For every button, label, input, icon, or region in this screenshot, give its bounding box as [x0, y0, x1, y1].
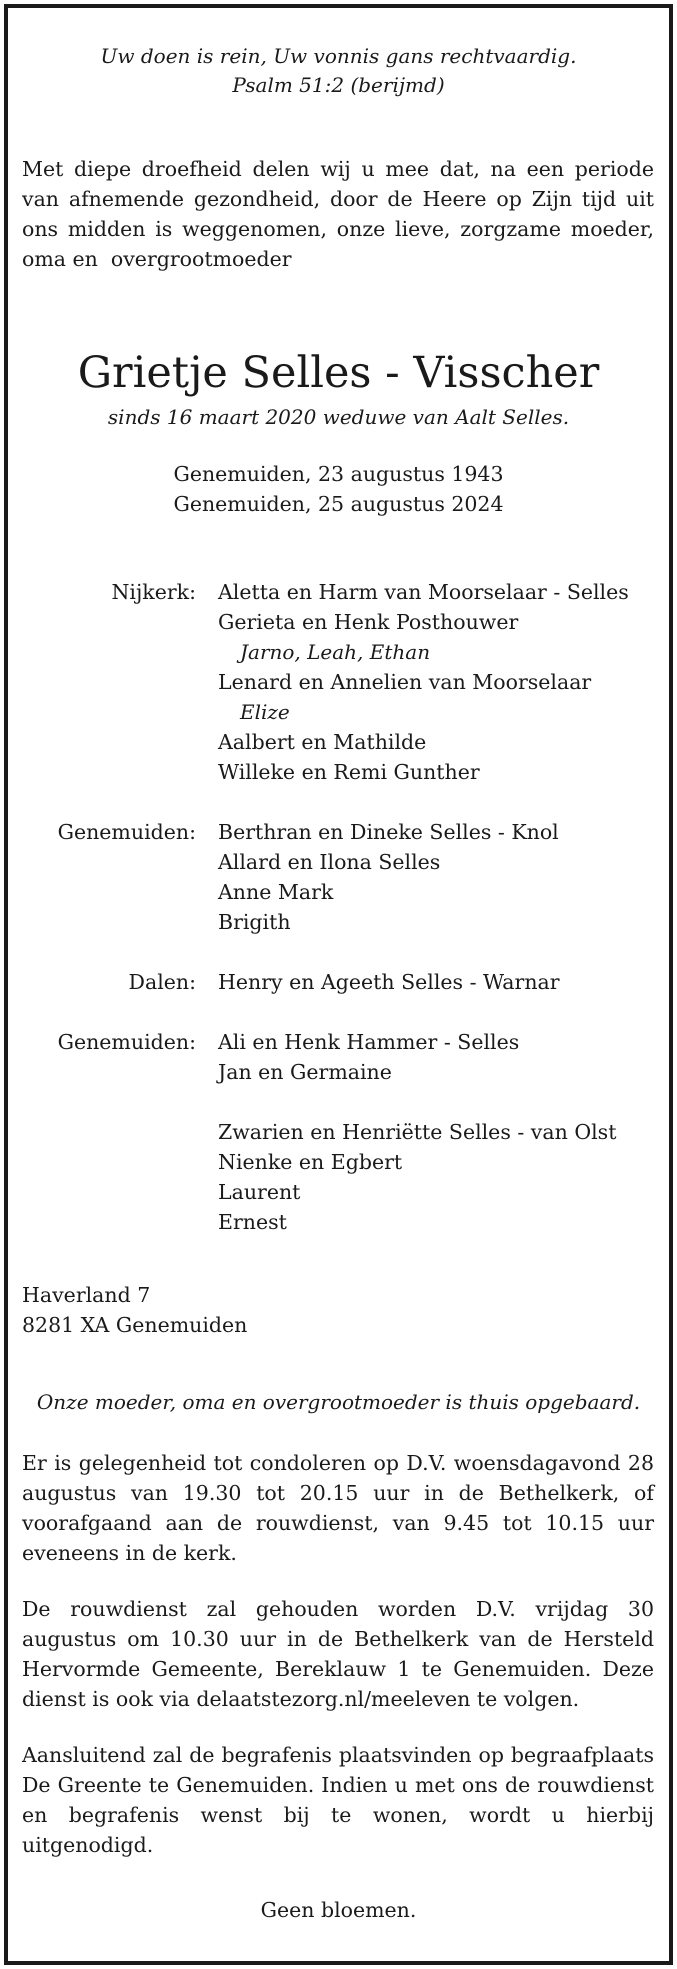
family-place: Genemuiden:	[57, 1030, 196, 1054]
grandchildren-names: Jarno, Leah, Ethan	[240, 640, 431, 664]
service-paragraph: De rouwdienst zal gehouden worden D.V. vrijdag 30 augustus om 10.30 uur in de Bethelkerk van de Hersteld Hervormde Gemeente, Bereklauw 1 te Genemuiden. Deze dienst is ook via delaatstezorg.nl/meeleven te volgen.	[22, 1597, 654, 1711]
verse-line: Uw doen is rein, Uw vonnis gans rechtvaardig.	[100, 44, 577, 68]
family-group	[0, 577, 677, 787]
condolence-paragraph: Er is gelegenheid tot condoleren op D.V. woensdagavond 28 augustus van 19.30 tot 20.15 uur in de Bethelkerk, of voorafgaand aan de rouwdienst, van 9.45 tot 10.15 uur eveneens in de kerk.	[22, 1451, 654, 1565]
family-member: Aletta en Harm van Moorselaar - Selles	[218, 580, 629, 604]
lying-in-state-note: Onze moeder, oma en overgrootmoeder is thuis opgebaard.	[36, 1390, 641, 1414]
family-member: Brigith	[218, 910, 291, 934]
address-street: Haverland 7	[22, 1283, 151, 1307]
family-place: Nijkerk:	[111, 580, 196, 604]
family-member: Aalbert en Mathilde	[218, 730, 427, 754]
family-member: Laurent	[218, 1180, 301, 1204]
family-member: Berthran en Dineke Selles - Knol	[218, 820, 559, 844]
family-member: Anne Mark	[218, 880, 334, 904]
widow-note: sinds 16 maart 2020 weduwe van Aalt Selles.	[107, 405, 570, 429]
death-date: Genemuiden, 25 augustus 2024	[173, 492, 504, 516]
intro-paragraph: Met diepe droefheid delen wij u mee dat, na een periode van afnemende gezondheid, door de Heere op Zijn tijd uit ons midden is weggenomen, onze lieve, zorgzame moeder, oma en overgrootmoeder	[22, 157, 654, 271]
family-member: Jan en Germaine	[218, 1060, 392, 1084]
grandchildren-names: Elize	[240, 700, 290, 724]
family-member: Willeke en Remi Gunther	[218, 760, 480, 784]
closing-note: Geen bloemen.	[260, 1898, 417, 1922]
family-member: Henry en Ageeth Selles - Warnar	[218, 970, 560, 994]
family-group	[0, 967, 677, 997]
bible-verse	[0, 42, 677, 100]
family-group	[0, 1117, 677, 1237]
family-member: Ali en Henk Hammer - Selles	[218, 1030, 520, 1054]
family-member: Ernest	[218, 1210, 287, 1234]
verse-reference: Psalm 51:2 (berijmd)	[232, 73, 445, 97]
family-member: Gerieta en Henk Posthouwer	[218, 610, 519, 634]
address-city: 8281 XA Genemuiden	[22, 1313, 248, 1337]
deceased-name: Grietje Selles - Visscher	[77, 348, 600, 398]
birth-date: Genemuiden, 23 augustus 1943	[173, 462, 504, 486]
family-group	[0, 817, 677, 937]
family-member: Allard en Ilona Selles	[218, 850, 441, 874]
family-group	[0, 1027, 677, 1087]
family-member: Lenard en Annelien van Moorselaar	[218, 670, 592, 694]
life-dates	[0, 459, 677, 519]
family-place: Genemuiden:	[57, 820, 196, 844]
burial-paragraph: Aansluitend zal de begrafenis plaatsvinden op begraafplaats De Greente te Genemuiden. Indien u met ons de rouwdienst en begrafenis wenst bij te wonen, wordt u hierbij uitgenodigd.	[22, 1743, 654, 1857]
family-member: Zwarien en Henriëtte Selles - van Olst	[218, 1120, 617, 1144]
family-place: Dalen:	[128, 970, 196, 994]
family-member: Nienke en Egbert	[218, 1150, 403, 1174]
home-address	[22, 1280, 247, 1340]
